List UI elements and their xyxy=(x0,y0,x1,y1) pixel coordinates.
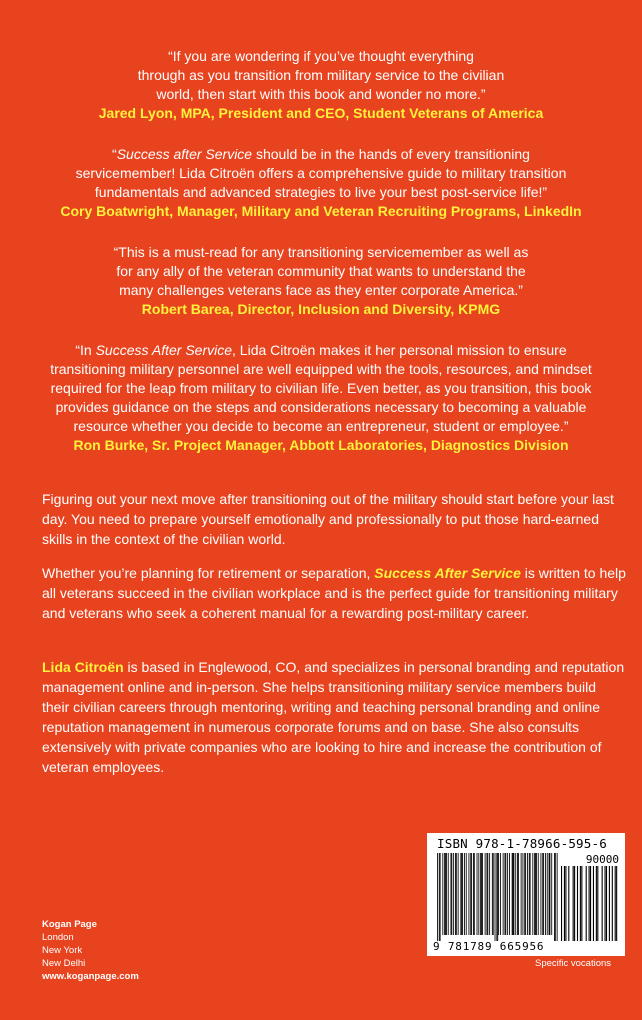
barcode-bar xyxy=(541,853,542,935)
barcode-bar xyxy=(538,853,539,935)
barcode-addon-bar xyxy=(605,866,606,941)
endorsement-1 xyxy=(20,47,622,123)
barcode-bar xyxy=(474,853,475,935)
barcode-bar xyxy=(469,853,470,935)
quote-line: “This is a must-read for any transitioning servicemember as well as xyxy=(113,244,529,260)
barcode-bar xyxy=(532,853,533,935)
barcode-bar xyxy=(529,853,530,935)
barcode-bar xyxy=(473,853,474,935)
barcode-addon-bar xyxy=(586,866,587,941)
quote-line: “If you are wondering if you’ve thought everything xyxy=(168,48,474,64)
book-title: Success After Service xyxy=(374,565,521,581)
barcode-bar xyxy=(482,853,483,935)
barcode-bar xyxy=(487,853,488,935)
quote-line: through as you transition from military service to the civilian xyxy=(137,67,505,83)
text-segment: Whether you’re planning for retirement or separation, xyxy=(42,565,375,581)
barcode-bar xyxy=(515,853,516,935)
quote-attribution: Ron Burke, Sr. Project Manager, Abbott Laboratories, Diagnostics Division xyxy=(73,437,569,453)
isbn-number: ISBN 978-1-78966-595-6 xyxy=(437,836,607,851)
barcode-bar xyxy=(439,853,440,941)
barcode-bar xyxy=(524,853,525,935)
barcode-bar xyxy=(464,853,465,935)
quote-attribution: Cory Boatwright, Manager, Military and Veteran Recruiting Programs, LinkedIn xyxy=(60,203,582,219)
barcode-bar xyxy=(498,853,499,935)
quote-line: world, then start with this book and wonder no more.” xyxy=(156,86,486,102)
barcode-addon-bar xyxy=(577,866,578,941)
barcode-addon-bar xyxy=(580,866,581,941)
isbn-barcode xyxy=(427,833,625,956)
barcode-bar xyxy=(440,853,441,941)
barcode-bar xyxy=(550,853,551,935)
barcode-addon-bar xyxy=(589,866,590,941)
barcode-bar xyxy=(542,853,543,935)
barcode-bar xyxy=(466,853,467,935)
author-bio-text xyxy=(42,657,627,777)
barcode-bar xyxy=(518,853,519,935)
barcode-bar xyxy=(549,853,550,935)
quote-line: fundamentals and advanced strategies to live your best post-service life!” xyxy=(94,184,548,200)
barcode-addon-bar xyxy=(597,866,598,941)
barcode-bar xyxy=(453,853,454,935)
barcode-bar xyxy=(487,853,488,935)
barcode-addon-bar xyxy=(602,866,603,941)
barcode-bar xyxy=(477,853,478,935)
barcode-bar xyxy=(485,853,486,935)
endorsement-4 xyxy=(20,341,622,455)
text-segment: is based in Englewood, CO, and specializes in personal branding and reputation management online and in-person. She helps transitioning military service members build their civilian careers through mentoring, writing and teaching personal branding and online reputation management in numerous corporate forums and on base. She also consults extensively with private companies who are looking to hire and increase the contribution of veteran employees. xyxy=(42,659,625,775)
barcode-bar xyxy=(512,853,513,935)
quote-line xyxy=(20,341,622,360)
publisher-city: London xyxy=(42,932,74,943)
quote-line: provides guidance on the steps and considerations necessary to becoming a valuable xyxy=(55,399,587,415)
quote-line: for any ally of the veteran community that wants to understand the xyxy=(116,263,526,279)
barcode-bar xyxy=(523,853,524,935)
barcode-bars xyxy=(427,833,625,956)
quote-line: servicemember! Lida Citroën offers a comprehensive guide to military transition xyxy=(75,165,567,181)
barcode-bar xyxy=(458,853,459,935)
quote-line: required for the leap from military to civilian life. Even better, as you transition, this book xyxy=(50,380,592,396)
barcode-addon-bar xyxy=(596,866,597,941)
barcode-bar xyxy=(492,853,493,935)
book-category: Specific vocations xyxy=(535,958,612,969)
author-name: Lida Citroën xyxy=(42,659,124,675)
barcode-addon-bar xyxy=(581,866,582,941)
barcode-addon-bar xyxy=(593,866,594,941)
barcode-bar xyxy=(534,853,535,935)
quote-text: , Lida Citroën makes it her personal mission to ensure xyxy=(232,342,567,358)
barcode-addon-bar xyxy=(612,866,613,941)
barcode-bar xyxy=(547,853,548,935)
description-paragraph-1 xyxy=(42,489,627,549)
barcode-bar xyxy=(480,853,481,935)
barcode-addon-bar xyxy=(565,866,566,941)
barcode-bar xyxy=(445,853,446,935)
barcode-bar xyxy=(557,853,558,941)
barcode-addon-bar xyxy=(574,866,575,941)
barcode-bar xyxy=(495,853,496,941)
endorsements xyxy=(20,47,622,477)
barcode-bar xyxy=(521,853,522,935)
text-segment: is written to help all veterans succeed in the civilian workplace and is the perfect guide for transitioning military and veterans who seek a coherent manual for a rewarding post-military career. xyxy=(42,565,626,621)
barcode-bar xyxy=(444,853,445,935)
barcode-bar xyxy=(555,853,556,941)
barcode-bar xyxy=(503,853,504,935)
publisher-name: Kogan Page xyxy=(42,919,97,930)
barcode-bar xyxy=(462,853,463,935)
barcode-addon-bar xyxy=(590,866,591,941)
quote-attribution: Jared Lyon, MPA, President and CEO, Student Veterans of America xyxy=(98,105,544,121)
barcode-bar xyxy=(455,853,456,935)
barcode-bar xyxy=(535,853,536,935)
barcode-bar xyxy=(446,853,447,935)
barcode-addon-bar xyxy=(561,866,562,941)
barcode-bar xyxy=(536,853,537,935)
barcode-bar xyxy=(456,853,457,935)
barcode-bar xyxy=(500,853,501,935)
barcode-bar xyxy=(507,853,508,935)
quote-line: “Success after Service should be in the hands of every transitioning xyxy=(112,146,530,162)
barcode-bar xyxy=(554,853,555,941)
barcode-bar xyxy=(451,853,452,935)
quote-text: “In xyxy=(75,342,96,358)
barcode-addon-bar xyxy=(568,866,569,941)
barcode-bar xyxy=(543,853,544,935)
barcode-addon-bar xyxy=(564,866,565,941)
quote-line: transitioning military personnel are well equipped with the tools, resources, and mindset xyxy=(50,361,592,377)
barcode-addon-bar xyxy=(615,866,616,941)
barcode-addon-bar xyxy=(609,866,610,941)
book-title: Success After Service xyxy=(95,342,233,358)
barcode-bar xyxy=(509,853,510,935)
barcode-bar xyxy=(505,853,506,935)
barcode-addon-bar xyxy=(606,866,607,941)
price-code: 90000 xyxy=(585,853,619,866)
barcode-bar xyxy=(514,853,515,935)
quote-line: many challenges veterans face as they enter corporate America.” xyxy=(119,282,523,298)
barcode-bar xyxy=(460,853,461,935)
book-title: Success after Service xyxy=(116,146,253,162)
barcode-bar xyxy=(496,853,497,941)
barcode-bar xyxy=(478,853,479,935)
barcode-bar xyxy=(470,853,471,935)
publisher-city: New York xyxy=(42,945,83,956)
barcode-bar xyxy=(461,853,462,935)
quote-text: should be in the hands of every transitioning xyxy=(252,146,530,162)
barcode-bar xyxy=(545,853,546,935)
endorsement-3 xyxy=(20,243,622,319)
barcode-addon-bar xyxy=(616,866,617,941)
barcode-bar xyxy=(481,853,482,935)
barcode-bar xyxy=(517,853,518,935)
barcode-bar xyxy=(513,853,514,935)
description-text: Figuring out your next move after transitioning out of the military should start before your last day. You need to prepare yourself emotionally and professionally to put those hard-earned skills in the context of the civilian world. xyxy=(42,491,614,547)
quote-line: resource whether you decide to become an entrepreneur, student or employee.” xyxy=(73,418,569,434)
barcode-bar xyxy=(530,853,531,935)
endorsement-2 xyxy=(20,145,622,221)
barcode-bar xyxy=(505,853,506,935)
barcode-bar xyxy=(442,853,443,935)
barcode-bar xyxy=(437,853,438,941)
barcode-bar xyxy=(527,853,528,935)
barcode-bar xyxy=(451,853,452,935)
barcode-addon-bar xyxy=(573,866,574,941)
barcode-bar xyxy=(471,853,472,935)
description-text xyxy=(42,563,627,623)
description-paragraph-2 xyxy=(42,563,627,623)
barcode-bar xyxy=(497,853,498,941)
barcode-bar xyxy=(493,853,494,935)
barcode-bar xyxy=(489,853,490,935)
ean-number: 9 781789 665956 xyxy=(433,940,545,953)
quote-attribution: Robert Barea, Director, Inclusion and Diversity, KPMG xyxy=(141,301,501,317)
barcode-bar xyxy=(448,853,449,935)
publisher-website[interactable]: www.koganpage.com xyxy=(42,971,139,982)
barcode-bar xyxy=(551,853,552,935)
publisher-info xyxy=(42,918,139,983)
publisher-city: New Delhi xyxy=(42,958,86,969)
author-bio xyxy=(42,657,627,777)
barcode-bar xyxy=(525,853,526,935)
